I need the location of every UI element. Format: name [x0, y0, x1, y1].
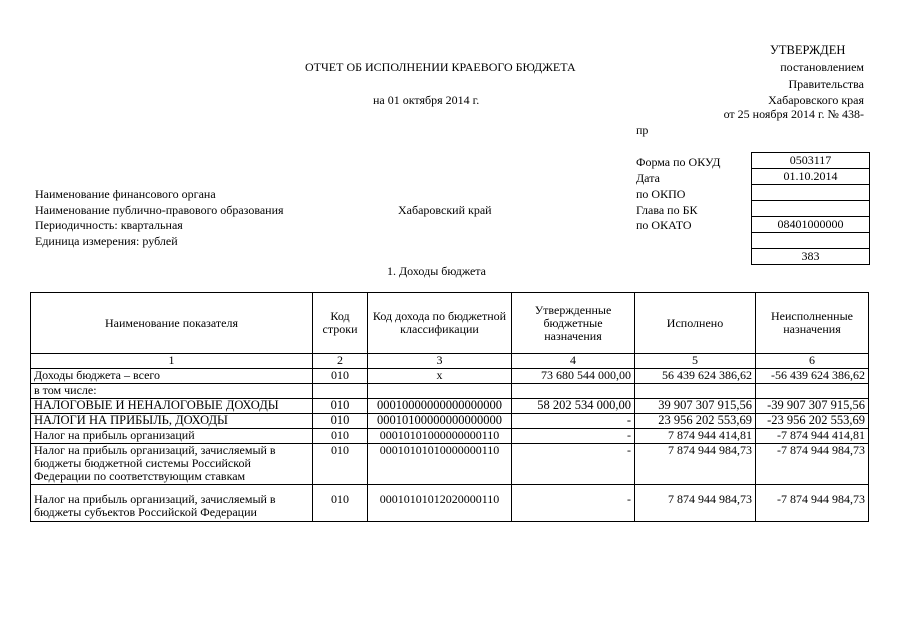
row-name: НАЛОГИ НА ПРИБЫЛЬ, ДОХОДЫ [31, 414, 313, 429]
code-label-bk: Глава по БК [636, 203, 698, 217]
col-number: 2 [313, 354, 368, 369]
org-label: Наименование финансового органа [35, 187, 216, 201]
row-kbk: 00010000000000000000 [368, 399, 512, 414]
row-unexecuted: -23 956 202 553,69 [756, 414, 869, 429]
row-code: 010 [313, 369, 368, 384]
row-name: в том числе: [31, 384, 313, 399]
table-row [31, 384, 869, 399]
codes-box [751, 152, 870, 265]
header-income-code: Код дохода по бюджетной классификации [368, 293, 512, 354]
row-code: 010 [313, 414, 368, 429]
row-kbk: 00010100000000000000 [368, 414, 512, 429]
col-number: 5 [635, 354, 756, 369]
code-bk-value [752, 201, 869, 217]
row-code [313, 384, 368, 399]
table-row [31, 369, 869, 384]
approval-suffix: пр [636, 123, 649, 137]
row-name: Налог на прибыль организаций [31, 429, 313, 444]
row-approved: 73 680 544 000,00 [512, 369, 635, 384]
row-code: 010 [313, 444, 368, 485]
code-okato-value: 08401000000 [752, 217, 869, 233]
unit-label: Единица измерения: рублей [35, 234, 178, 248]
row-executed: 7 874 944 414,81 [635, 429, 756, 444]
section-title: 1. Доходы бюджета [387, 264, 486, 278]
row-unexecuted: -7 874 944 414,81 [756, 429, 869, 444]
approval-title: УТВЕРЖДЕН [770, 43, 846, 57]
column-numbers-row [31, 354, 869, 369]
row-executed: 39 907 307 915,56 [635, 399, 756, 414]
header-executed: Исполнено [635, 293, 756, 354]
row-approved [512, 384, 635, 399]
row-name: Доходы бюджета – всего [31, 369, 313, 384]
row-unexecuted: -7 874 944 984,73 [756, 493, 869, 522]
table-row [31, 429, 869, 444]
entity-value: Хабаровский край [398, 203, 492, 217]
code-label-okpo: по ОКПО [636, 187, 686, 201]
report-title: ОТЧЕТ ОБ ИСПОЛНЕНИИ КРАЕВОГО БЮДЖЕТА [305, 60, 576, 74]
row-executed: 23 956 202 553,69 [635, 414, 756, 429]
row-unexecuted [756, 384, 869, 399]
row-name: Налог на прибыль организаций, зачисляемый в бюджеты субъектов Российской Федерации [31, 493, 313, 522]
row-kbk [368, 384, 512, 399]
row-name: Налог на прибыль организаций, зачисляемый в бюджеты бюджетной системы Российской Федерации по соответствующим ставкам [31, 444, 313, 485]
row-code: 010 [313, 429, 368, 444]
row-code: 010 [313, 493, 368, 522]
code-label-okato: по ОКАТО [636, 218, 692, 232]
table-row [31, 399, 869, 414]
entity-label: Наименование публично-правового образования [35, 203, 284, 217]
row-name: НАЛОГОВЫЕ И НЕНАЛОГОВЫЕ ДОХОДЫ [31, 399, 313, 414]
col-number: 4 [512, 354, 635, 369]
row-executed [635, 384, 756, 399]
code-okud-value: 0503117 [752, 153, 869, 169]
income-table [30, 292, 869, 522]
report-date: на 01 октября 2014 г. [373, 93, 480, 107]
approval-line-2: Правительства [788, 77, 864, 91]
header-unexecuted: Неисполненные назначения [756, 293, 869, 354]
row-kbk: 00010101000000000110 [368, 429, 512, 444]
code-okpo-value [752, 185, 869, 201]
col-number: 1 [31, 354, 313, 369]
header-approved: Утвержденные бюджетные назначения [512, 293, 635, 354]
row-unexecuted: -7 874 944 984,73 [756, 444, 869, 485]
code-date-value: 01.10.2014 [752, 169, 869, 185]
row-executed: 56 439 624 386,62 [635, 369, 756, 384]
row-approved: - [512, 493, 635, 522]
approval-line-1: постановлением [780, 60, 864, 74]
row-approved: - [512, 414, 635, 429]
row-approved: 58 202 534 000,00 [512, 399, 635, 414]
row-kbk: 00010101010000000110 [368, 444, 512, 485]
row-executed: 7 874 944 984,73 [635, 493, 756, 522]
row-unexecuted: -56 439 624 386,62 [756, 369, 869, 384]
table-row [31, 493, 869, 522]
col-number: 3 [368, 354, 512, 369]
approval-line-3: Хабаровского края [768, 93, 864, 107]
code-empty-value [752, 233, 869, 249]
approval-line-4: от 25 ноября 2014 г. № 438- [723, 107, 864, 121]
row-code: 010 [313, 399, 368, 414]
code-unit-value: 383 [752, 249, 869, 265]
table-row [31, 414, 869, 429]
table-row [31, 444, 869, 485]
code-label-date: Дата [636, 171, 660, 185]
col-number: 6 [756, 354, 869, 369]
period-label: Периодичность: квартальная [35, 218, 183, 232]
row-unexecuted: -39 907 307 915,56 [756, 399, 869, 414]
row-kbk: x [368, 369, 512, 384]
row-approved: - [512, 444, 635, 485]
table-header-row [31, 293, 869, 354]
row-approved: - [512, 429, 635, 444]
row-executed: 7 874 944 984,73 [635, 444, 756, 485]
header-indicator: Наименование показателя [31, 293, 313, 354]
code-label-okud: Форма по ОКУД [636, 155, 721, 169]
header-line-code: Код строки [313, 293, 368, 354]
row-kbk: 00010101012020000110 [368, 493, 512, 522]
